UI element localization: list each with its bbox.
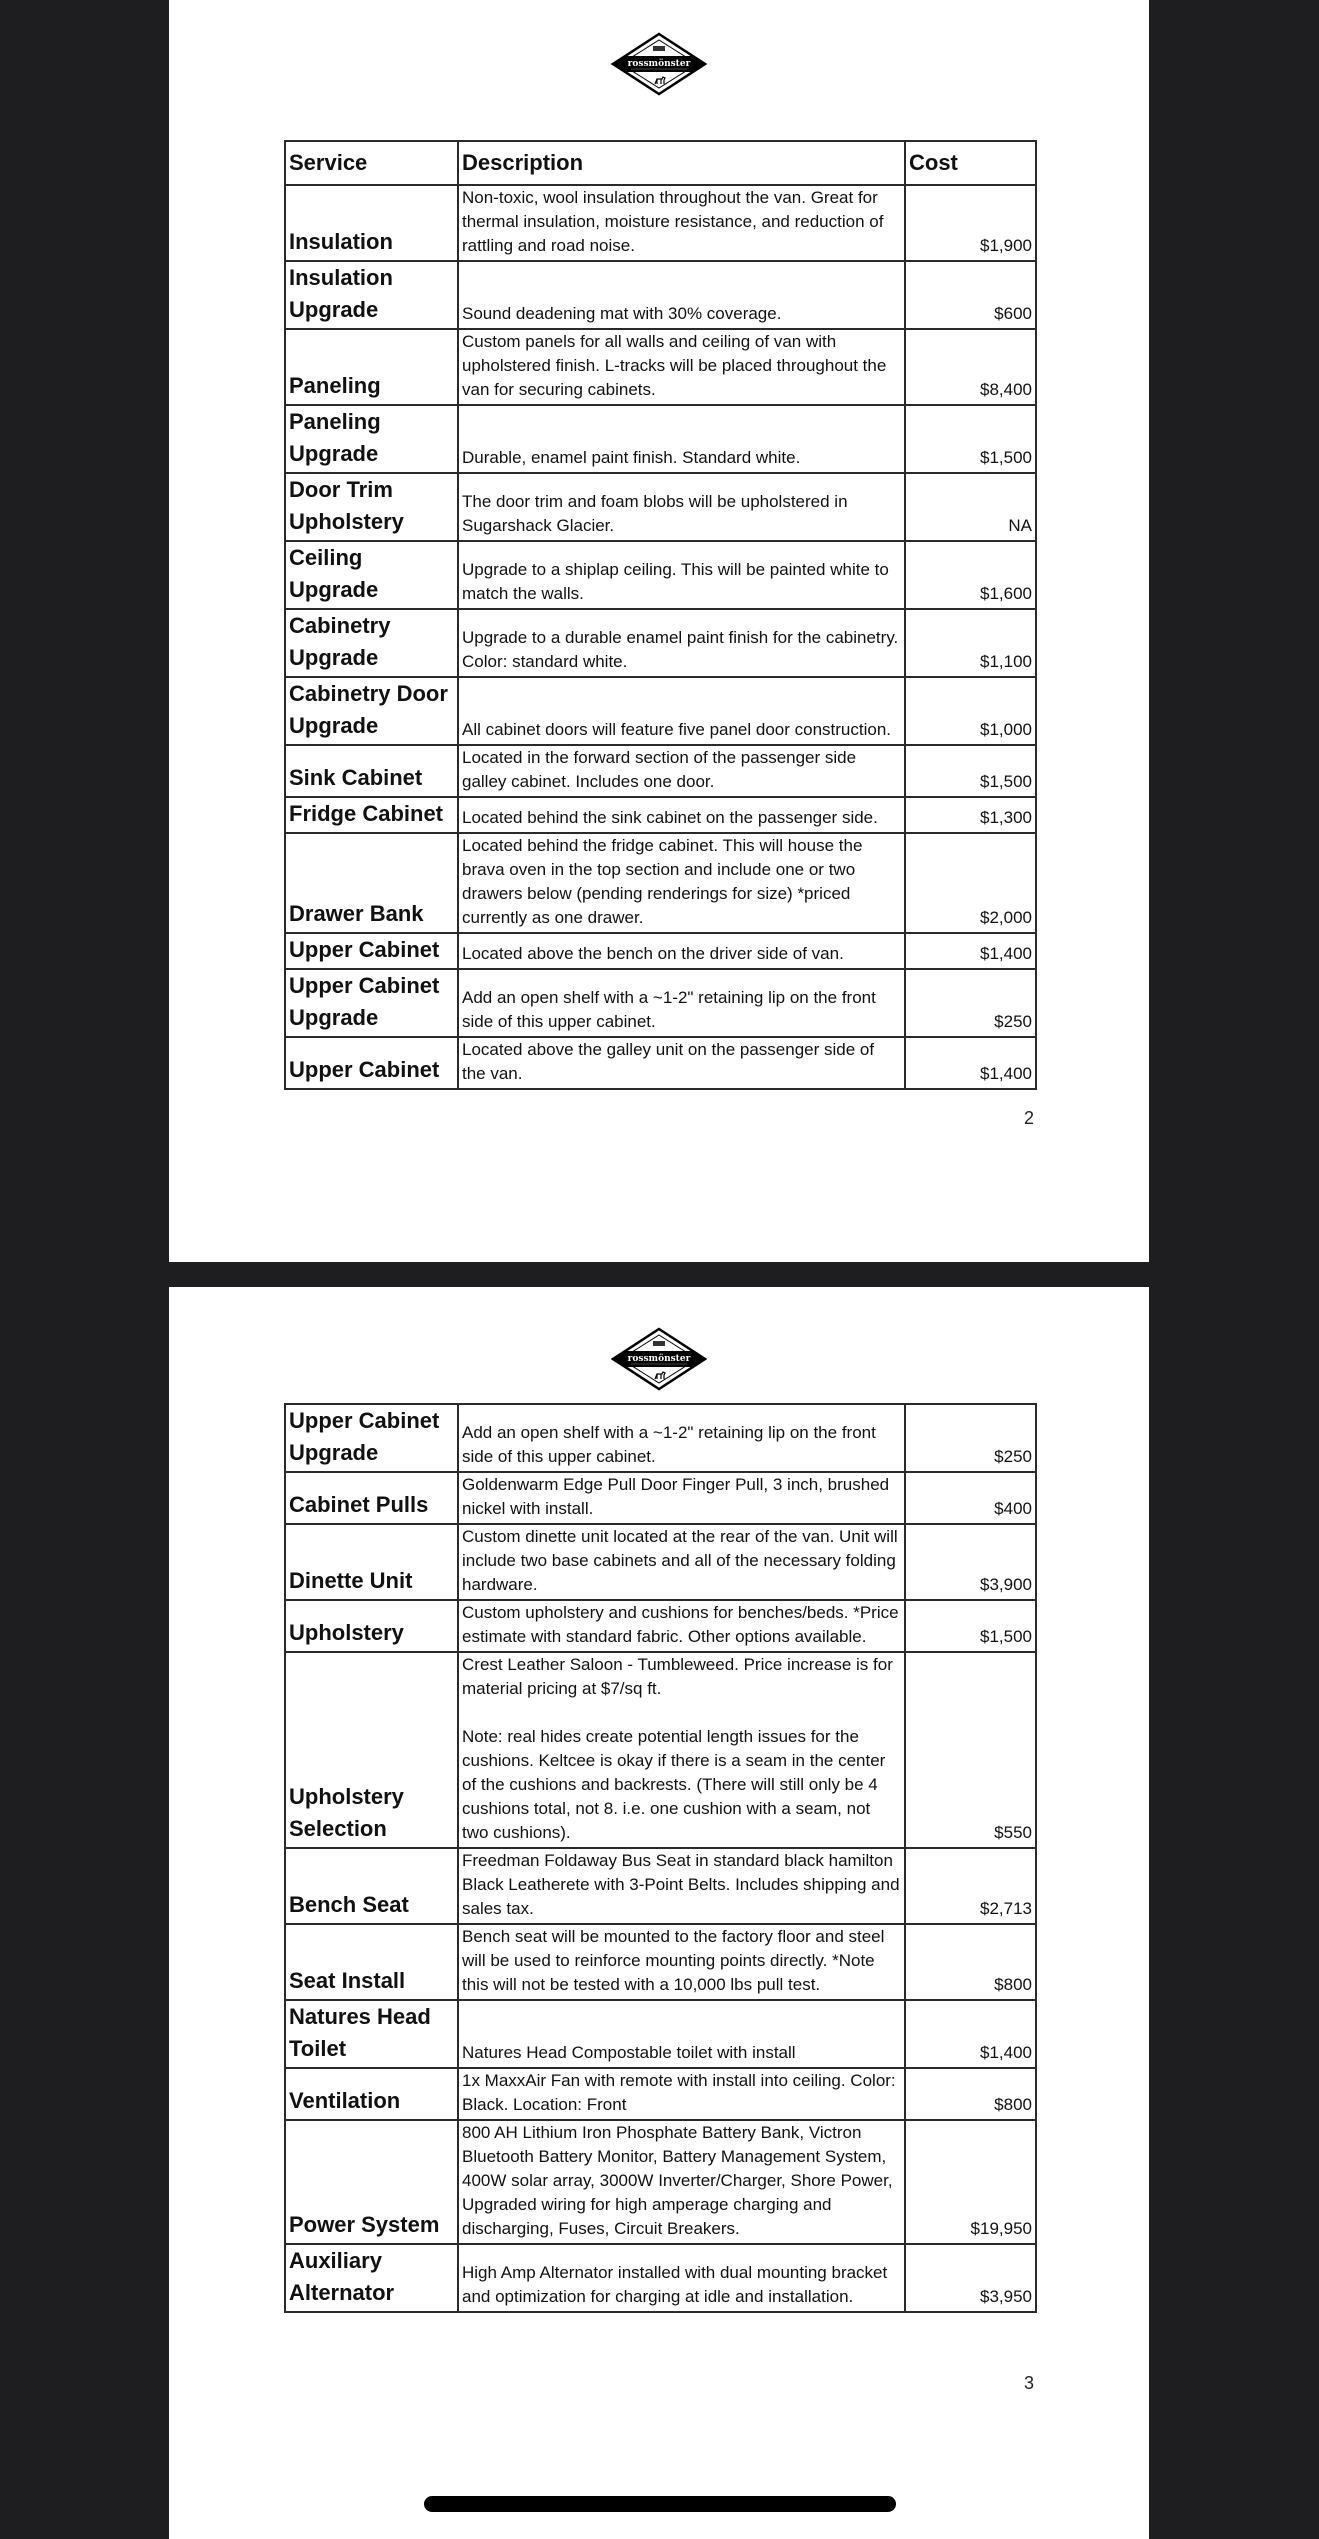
services-table (284, 1403, 1037, 2313)
cost-cell: $1,500 (905, 405, 1036, 473)
rossmonster-logo-icon (611, 1327, 707, 1391)
description-cell (458, 1924, 905, 2000)
description-cell (458, 2120, 905, 2244)
service-cell: Upholstery (285, 1600, 458, 1652)
table-row (285, 1924, 1036, 2000)
cost-cell: $19,950 (905, 2120, 1036, 2244)
cost-cell: $800 (905, 1924, 1036, 2000)
description-cell (458, 1652, 905, 1848)
rossmonster-logo-icon (611, 32, 707, 96)
description-text: Goldenwarm Edge Pull Door Finger Pull, 3 inch, brushed nickel with install. (462, 1475, 894, 1518)
column-header-service: Service (285, 141, 458, 185)
cost-cell: $250 (905, 1404, 1036, 1472)
description-text: Non-toxic, wool insulation throughout the van. Great for thermal insulation, moisture resistance, and reduction of rattling and road noise. (462, 188, 889, 255)
description-text: Natures Head Compostable toilet with install (462, 2043, 796, 2062)
table-row (285, 329, 1036, 405)
description-text: 800 AH Lithium Iron Phosphate Battery Bank, Victron Bluetooth Battery Monitor, Battery Management System, 400W solar array, 3000W Inverter/Charger, Shore Power, Upgraded wiring for high amperage charging and discharging, Fuses, Circuit Breakers. (462, 2123, 898, 2238)
description-cell (458, 2068, 905, 2120)
description-cell (458, 473, 905, 541)
cost-cell: $250 (905, 969, 1036, 1037)
cost-cell: $1,900 (905, 185, 1036, 261)
description-cell (458, 1848, 905, 1924)
table-row (285, 2000, 1036, 2068)
description-cell (458, 1524, 905, 1600)
description-cell (458, 933, 905, 969)
cost-cell: $2,713 (905, 1848, 1036, 1924)
service-cell: Drawer Bank (285, 833, 458, 933)
service-cell: Insulation (285, 185, 458, 261)
page-number: 3 (1023, 2373, 1034, 2393)
table-row (285, 833, 1036, 933)
description-text: Add an open shelf with a ~1-2" retaining lip on the front side of this upper cabinet. (462, 988, 881, 1031)
description-text: Located behind the fridge cabinet. This will house the brava oven in the top section and include one or two drawers below (pending renderings for size) *priced currently as one drawer. (462, 836, 868, 927)
description-text: Bench seat will be mounted to the factory floor and steel will be used to reinforce mounting points directly. *Note this will not be tested with a 10,000 lbs pull test. (462, 1927, 890, 1994)
description-cell (458, 1037, 905, 1089)
description-text: Custom panels for all walls and ceiling of van with upholstered finish. L-tracks will be placed throughout the van for securing cabinets. (462, 332, 892, 399)
service-cell: Ceiling Upgrade (285, 541, 458, 609)
service-cell: Cabinetry Door Upgrade (285, 677, 458, 745)
service-cell: Fridge Cabinet (285, 797, 458, 833)
document-page (169, 0, 1149, 1262)
description-cell (458, 1472, 905, 1524)
description-text: Located behind the sink cabinet on the passenger side. (462, 808, 878, 827)
table-body (285, 1404, 1036, 2312)
table-row (285, 473, 1036, 541)
cost-cell: $1,500 (905, 745, 1036, 797)
service-cell: Power System (285, 2120, 458, 2244)
cost-cell: $3,950 (905, 2244, 1036, 2312)
description-text: Durable, enamel paint finish. Standard white. (462, 448, 801, 467)
table-row (285, 2068, 1036, 2120)
cost-cell: $1,600 (905, 541, 1036, 609)
description-text: High Amp Alternator installed with dual mounting bracket and optimization for charging at idle and installation. (462, 2263, 892, 2306)
description-cell (458, 2244, 905, 2312)
column-header-description: Description (458, 141, 905, 185)
description-text: Upgrade to a shiplap ceiling. This will be painted white to match the walls. (462, 560, 894, 603)
service-cell: Upper Cabinet Upgrade (285, 969, 458, 1037)
description-text: Located above the bench on the driver side of van. (462, 944, 844, 963)
table-row (285, 745, 1036, 797)
column-header-cost: Cost (905, 141, 1036, 185)
cost-cell: $550 (905, 1652, 1036, 1848)
cost-cell: $600 (905, 261, 1036, 329)
cost-cell: $1,400 (905, 1037, 1036, 1089)
cost-cell: $1,400 (905, 933, 1036, 969)
table-row (285, 609, 1036, 677)
service-cell: Upper Cabinet Upgrade (285, 1404, 458, 1472)
brand-logo (611, 32, 707, 96)
description-text: The door trim and foam blobs will be upholstered in Sugarshack Glacier. (462, 492, 853, 535)
description-cell (458, 2000, 905, 2068)
table-row (285, 2120, 1036, 2244)
service-cell: Upholstery Selection (285, 1652, 458, 1848)
service-cell: Seat Install (285, 1924, 458, 2000)
service-cell: Insulation Upgrade (285, 261, 458, 329)
document-page (169, 1287, 1149, 2539)
description-text: All cabinet doors will feature five panel door construction. (462, 720, 892, 739)
table-row (285, 1600, 1036, 1652)
table-body (285, 185, 1036, 1089)
description-text: 1x MaxxAir Fan with remote with install into ceiling. Color: Black. Location: Front (462, 2071, 901, 2114)
svg-text:rossmönster: rossmönster (627, 1354, 691, 1364)
cost-cell: $800 (905, 2068, 1036, 2120)
cost-cell: $2,000 (905, 833, 1036, 933)
description-cell (458, 969, 905, 1037)
service-cell: Paneling Upgrade (285, 405, 458, 473)
description-text: Located above the galley unit on the passenger side of the van. (462, 1040, 879, 1083)
table-row (285, 969, 1036, 1037)
description-text: Located in the forward section of the passenger side galley cabinet. Includes one door. (462, 748, 861, 791)
table-row (285, 405, 1036, 473)
service-cell: Cabinetry Upgrade (285, 609, 458, 677)
table-row (285, 933, 1036, 969)
description-cell (458, 677, 905, 745)
description-cell (458, 261, 905, 329)
description-cell (458, 745, 905, 797)
description-text: Upgrade to a durable enamel paint finish for the cabinetry. Color: standard white. (462, 628, 904, 671)
description-cell (458, 185, 905, 261)
page-number: 2 (1023, 1108, 1034, 1128)
table-row (285, 261, 1036, 329)
service-cell: Door Trim Upholstery (285, 473, 458, 541)
cost-cell: $1,100 (905, 609, 1036, 677)
description-text: Sound deadening mat with 30% coverage. (462, 304, 782, 323)
table-row (285, 541, 1036, 609)
service-cell: Ventilation (285, 2068, 458, 2120)
description-cell (458, 541, 905, 609)
description-text: Custom upholstery and cushions for benches/beds. *Price estimate with standard fabric. Other options available. (462, 1603, 904, 1646)
table-row (285, 1037, 1036, 1089)
service-cell: Dinette Unit (285, 1524, 458, 1600)
cost-cell: $1,300 (905, 797, 1036, 833)
description-cell (458, 833, 905, 933)
table-row (285, 1652, 1036, 1848)
description-text: Custom dinette unit located at the rear of the van. Unit will include two base cabinets and all of the necessary folding hardware. (462, 1527, 903, 1594)
service-cell: Natures Head Toilet (285, 2000, 458, 2068)
cost-cell: $1,000 (905, 677, 1036, 745)
table-row (285, 185, 1036, 261)
cost-cell: $1,400 (905, 2000, 1036, 2068)
description-text: Freedman Foldaway Bus Seat in standard black hamilton Black Leatherete with 3-Point Belts. Includes shipping and sales tax. (462, 1851, 905, 1918)
description-cell (458, 1404, 905, 1472)
home-indicator[interactable] (424, 2496, 896, 2512)
description-text: Crest Leather Saloon - Tumbleweed. Price increase is for material pricing at $7/sq ft. Note: real hides create potential length issues for the cushions. Keltcee is okay if there is a seam in the center of the cushions and backrests. (There will still only be 4 cushions total, not 8. i.e. one cushion with a seam, not two cushions). (462, 1655, 893, 1842)
cost-cell: $8,400 (905, 329, 1036, 405)
table-row (285, 1404, 1036, 1472)
service-cell: Sink Cabinet (285, 745, 458, 797)
table-row (285, 2244, 1036, 2312)
description-cell (458, 797, 905, 833)
description-cell (458, 405, 905, 473)
cost-cell: $400 (905, 1472, 1036, 1524)
cost-cell: $3,900 (905, 1524, 1036, 1600)
table-header-row (285, 141, 1036, 185)
table-row (285, 797, 1036, 833)
table-row (285, 1524, 1036, 1600)
cost-cell: $1,500 (905, 1600, 1036, 1652)
service-cell: Upper Cabinet (285, 1037, 458, 1089)
brand-logo (611, 1327, 707, 1391)
service-cell: Auxiliary Alternator (285, 2244, 458, 2312)
table-row (285, 1848, 1036, 1924)
service-cell: Paneling (285, 329, 458, 405)
svg-text:rossmönster: rossmönster (627, 59, 691, 69)
services-table (284, 140, 1037, 1090)
description-cell (458, 1600, 905, 1652)
description-cell (458, 329, 905, 405)
table-row (285, 677, 1036, 745)
description-cell (458, 609, 905, 677)
service-cell: Bench Seat (285, 1848, 458, 1924)
service-cell: Upper Cabinet (285, 933, 458, 969)
description-text: Add an open shelf with a ~1-2" retaining lip on the front side of this upper cabinet. (462, 1423, 881, 1466)
table-row (285, 1472, 1036, 1524)
cost-cell: NA (905, 473, 1036, 541)
service-cell: Cabinet Pulls (285, 1472, 458, 1524)
